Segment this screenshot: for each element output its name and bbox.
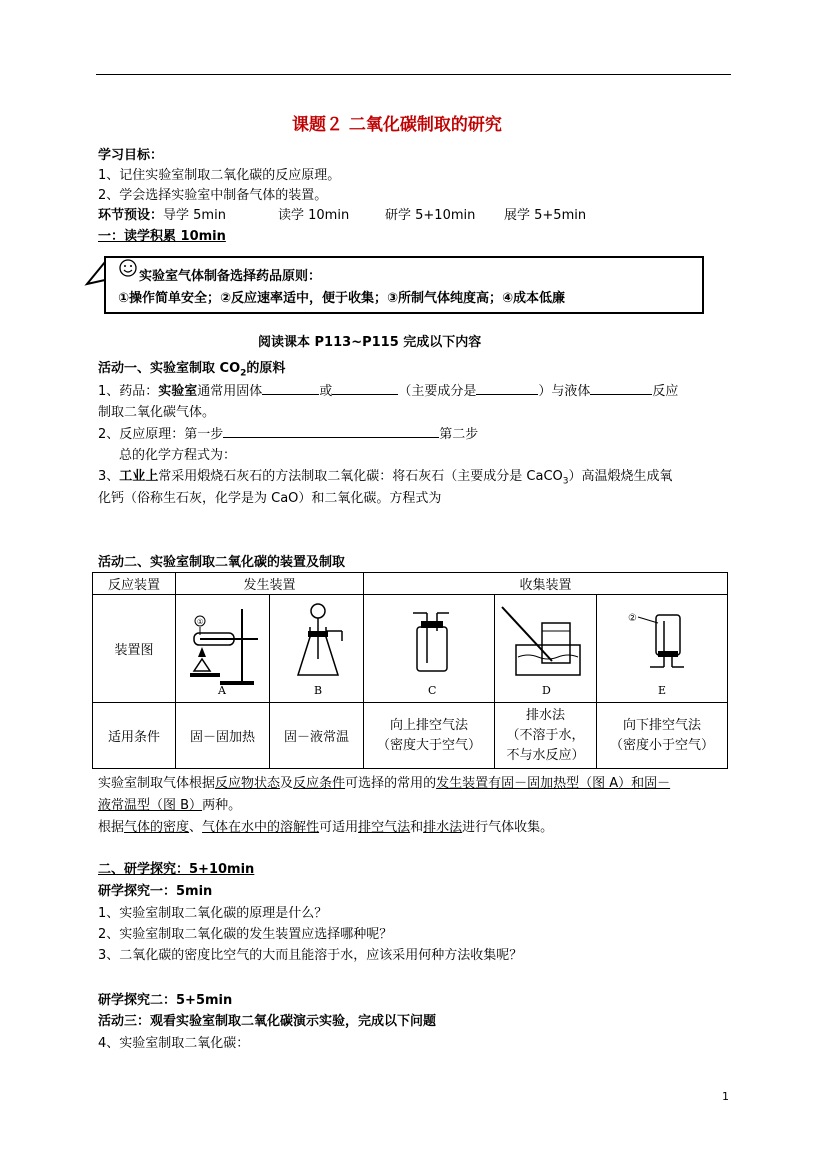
note2-a: 根据 [98, 820, 125, 835]
note-line-1b [98, 794, 241, 813]
schedule-item: 展学 5+5min [504, 208, 587, 223]
explore1-item: 3、二氧化碳的密度比空气的大而且能溶于水，应该采用何种方法收集呢？ [98, 948, 523, 963]
svg-text:①: ① [196, 617, 203, 626]
section-heading-2: 二、研学探究：5+10min [98, 862, 255, 877]
section-heading: 一：读学积累 10min [98, 229, 226, 244]
note1-d: 反应条件 [293, 776, 346, 791]
activity1-heading [98, 357, 285, 379]
note-line-2 [98, 816, 553, 835]
smiley-icon [118, 258, 138, 278]
industry-sub: 3 [562, 476, 569, 487]
cell-apparatus-c [364, 595, 495, 703]
cell-apparatus-d [495, 595, 597, 703]
schedule-item: 读学 10min [278, 208, 350, 223]
label-e: E [658, 683, 667, 697]
apparatus-c-diagram [369, 601, 489, 697]
note1-h: 两种。 [202, 798, 242, 813]
activity1-heading-sub: 2 [240, 368, 247, 379]
drug-lab: 实验室 [158, 384, 198, 399]
label-d: D [541, 683, 551, 697]
equation-line: 总的化学方程式为： [119, 448, 237, 463]
industry-text-2: ）高温煅烧生成氧 [568, 469, 673, 484]
apparatus-a-diagram [180, 601, 266, 697]
th-collection: 收集装置 [364, 573, 728, 595]
blank-step-1[interactable] [223, 424, 439, 438]
note2-d: 气体在水中的溶解性 [202, 820, 320, 835]
cond-d [495, 703, 597, 769]
activity2-heading: 活动二、实验室制取二氧化碳的装置及制取 [98, 555, 346, 570]
schedule-item: 研学 5+10min [385, 208, 476, 223]
apparatus-d-diagram [498, 601, 594, 697]
note2-b: 气体的密度 [124, 820, 190, 835]
cell-apparatus-b [270, 595, 364, 703]
cell-apparatus-e [597, 595, 728, 703]
row-label-condition: 适用条件 [93, 703, 176, 769]
goal-item: 2、学会选择实验室中制备气体的装置。 [98, 188, 328, 203]
item-4: 4、实验室制取二氧化碳： [98, 1036, 250, 1051]
note1-b: 反应物状态 [215, 776, 281, 791]
activity1-heading-pre: 活动一、实验室制取 CO [98, 361, 241, 376]
cond-d-3: 不与水反应） [506, 747, 585, 763]
note2-f: 排空气法 [358, 820, 411, 835]
drug-or: 或 [319, 384, 333, 399]
principle-line [98, 423, 478, 442]
drug-a: 通常用固体 [197, 384, 263, 399]
label-a: A [217, 683, 226, 697]
cond-e [597, 703, 728, 769]
note2-g: 和 [410, 820, 424, 835]
cond-c-1: 向上排空气法 [389, 717, 468, 733]
schedule-label: 环节预设： [98, 208, 164, 223]
drug-b: （主要成分是 [398, 384, 477, 399]
goals-heading: 学习目标： [98, 148, 164, 163]
note1-a: 实验室制取气体根据 [98, 776, 216, 791]
note1-g: 液常温型（图 B） [98, 798, 203, 813]
tip-line-2: ①操作简单安全；②反应速率适中，便于收集；③所制气体纯度高；④成本低廉 [118, 291, 566, 306]
note2-h: 排水法 [423, 820, 463, 835]
label-b: B [313, 683, 322, 697]
note1-f: 发生装置有固－固加热型（图 A）和固－ [436, 776, 671, 791]
explore1-item: 1、实验室制取二氧化碳的原理是什么？ [98, 906, 328, 921]
cond-d-1: 排水法 [525, 707, 565, 723]
label-c: C [428, 683, 437, 697]
tip-line-1: 实验室气体制备选择药品原则： [139, 269, 322, 284]
schedule-item: 导学 5min [163, 208, 226, 223]
note-line-1 [98, 772, 670, 791]
explore1-item: 2、实验室制取二氧化碳的发生装置应选择哪种呢？ [98, 927, 393, 942]
activity3-heading: 活动三：观看实验室制取二氧化碳演示实验，完成以下问题 [98, 1014, 437, 1029]
note1-c: 及 [280, 776, 294, 791]
goal-item: 1、记住实验室制取二氧化碳的反应原理。 [98, 168, 341, 183]
cond-c-2: （密度大于空气） [376, 737, 481, 753]
apparatus-b-diagram [274, 601, 360, 697]
cond-a: 固－固加热 [176, 703, 270, 769]
principle-pre: 2、反应原理：第一步 [98, 427, 224, 442]
explore1-heading: 研学探究一：5min [98, 884, 213, 899]
activity1-heading-post: 的原料 [246, 361, 286, 376]
drug-d: 反应 [652, 384, 679, 399]
th-react: 反应装置 [93, 573, 176, 595]
cond-b: 固－液常温 [270, 703, 364, 769]
apparatus-table [92, 572, 728, 769]
note2-c: 、 [189, 820, 203, 835]
row-label-diagram: 装置图 [93, 595, 176, 703]
industry-line [98, 465, 673, 487]
blank-liquid[interactable] [590, 381, 652, 395]
note2-e: 可适用 [319, 820, 359, 835]
cell-apparatus-a [176, 595, 270, 703]
drug-line-2: 制取二氧化碳气体。 [98, 405, 216, 420]
note1-e: 可选择的常用的 [345, 776, 437, 791]
blank-main-component[interactable] [476, 381, 538, 395]
reading-instruction: 阅读课本 P113~P115 完成以下内容 [258, 335, 482, 350]
cond-e-1: 向下排空气法 [622, 717, 701, 733]
drug-line [98, 380, 678, 399]
drug-pre: 1、药品： [98, 384, 159, 399]
schedule-line [98, 204, 226, 223]
principle-post: 第二步 [439, 427, 479, 442]
industry-text: 常采用煅烧石灰石的方法制取二氧化碳：将石灰石（主要成分是 CaCO [158, 469, 563, 484]
note2-i: 进行气体收集。 [462, 820, 554, 835]
th-generation: 发生装置 [176, 573, 364, 595]
apparatus-e-diagram [602, 601, 722, 697]
explore2-heading: 研学探究二：5+5min [98, 993, 233, 1008]
cond-c [364, 703, 495, 769]
blank-solid-2[interactable] [332, 381, 398, 395]
blank-solid-1[interactable] [262, 381, 319, 395]
cond-d-2: （不溶于水， [506, 727, 585, 743]
industry-pre: 3、 [98, 469, 120, 484]
page-number: 1 [722, 1090, 729, 1103]
cond-e-2: （密度小于空气） [609, 737, 714, 753]
industry-bold: 工业上 [119, 469, 159, 484]
header-rule [96, 74, 731, 75]
drug-c: ）与液体 [538, 384, 591, 399]
industry-line-2: 化钙（俗称生石灰，化学是为 CaO）和二氧化碳。方程式为 [98, 491, 442, 506]
mark-2: ② [628, 612, 637, 624]
page-title: 课题２ 二氧化碳制取的研究 [292, 115, 502, 135]
